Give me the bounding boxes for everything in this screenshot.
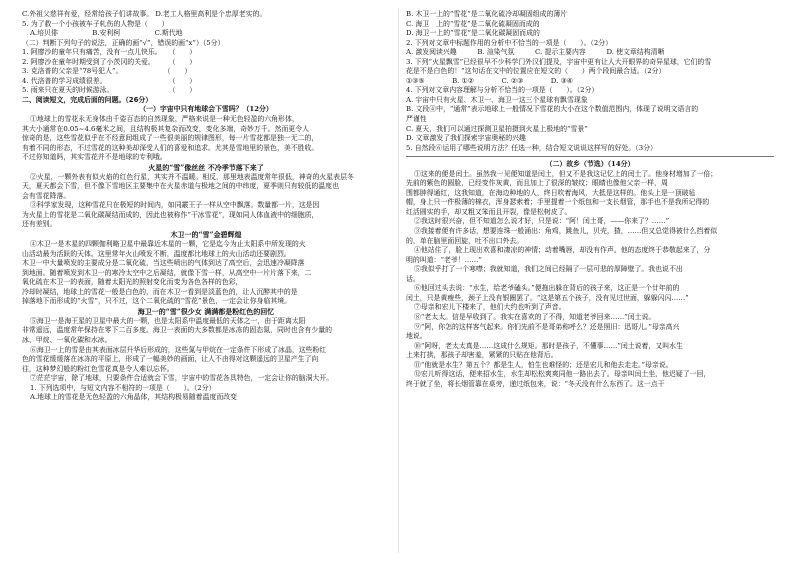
text-line: C. 夏天，我们可以通过探测卫星拍摄到火星上极地的“雪景” [406, 124, 588, 133]
text-line: 到地面。随着喷发到木卫一的寒冷太空中之后凝结，就像下雪一样，从高空中一片片落下来，二 [22, 268, 312, 277]
text-line: C.外祖父慈祥有爱，经常给孩子们讲故事。 D.老工人格里高利是个忠厚老实的。 [22, 10, 267, 18]
text-line: ⑪“他就是水生？第五个？都是生人，怕生也难怪的；还是宏儿和他去走走。”母亲说。 [414, 360, 673, 369]
text-line: 惊奇的是，这些雪花似乎在不经意间组成了一些很美丽的规律图形，每一片雪花都是独一无二的， [22, 134, 319, 143]
text-line: ⑧“老太太。信是早收到了。我实在喜欢的了不得，知道老爷回来……”闰土说。 [414, 312, 656, 321]
text-line: ⑦母亲和宏儿下楼来了，他们大约也听到了声音。 [414, 303, 566, 312]
text-line: 1. 阿廖沙的童年只有痛苦，没有一点儿快乐。 （ ） [22, 48, 197, 57]
text-line: 会有雪花降落。 [22, 191, 71, 200]
text-line: A. 激发阅读兴趣 B. 渲染气氛 C. 提示主要内容 D. 使文章结构清晰 [406, 48, 665, 57]
right-column [406, 10, 774, 389]
text-line: ①这来的便是闰土。虽然我一见便知道是闰土，但又不是我这记忆上的闰土了。他身材增加了一倍； [414, 169, 718, 178]
text-line: 帽，身上只一件极薄的棉衣，浑身瑟索着；手里提着一个纸包和一支长烟管，那手也不是我所记得的 [406, 198, 710, 207]
text-line: ⑤海卫一是海王星的卫星中最大的一颗，也是太阳系中温度最低的天体之一，由于距离太阳 [30, 316, 306, 325]
text-line: 有着不同的形态，不过雪花的这种美却深受人们的喜爱和追求。尤其是雪地里的景色，美不胜收。 [22, 143, 319, 152]
text-line: ⑦茫茫宇宙，除了地球，只要条件合适就会下雪，宇宙中的雪花各具特色，一定会让你的脑洞大开。 [30, 374, 334, 383]
text-line: 2. 下列对文章中标题作用的分析中不恰当的一项是（ ）。（2分） [406, 38, 613, 47]
text-line: 地说。 [406, 332, 427, 341]
text-line: 花是不是白色的！”这句话在文中的位置应在短文的（ ）两个段间最合适。（2分） [406, 67, 666, 76]
text-line: B. 木卫一上的“雪花”是二氧化硫冷却凝固组成的薄片 [406, 10, 568, 18]
text-line: 火星的“雪”像丝丝 不冷季节落下来了 [148, 162, 264, 172]
text-line: 1. 下列选项中，与短文内容不相符的一项是（ ）。（2分） [30, 383, 216, 392]
left-column [22, 10, 390, 403]
text-line: 还有差别。 [22, 220, 57, 229]
text-line: ⑫宏儿听得这话，便来招水生，水生却松松爽爽同他一路出去了。母亲叫闰土坐，他迟疑了一回， [414, 370, 711, 379]
text-line: A.地球上的雪花是无色轻盈的六角晶体，其结构极易随着温度而改变 [30, 393, 237, 402]
text-line: （二）故乡（节选）（14分） [545, 160, 635, 169]
text-line: 往，这种梦幻般的粉红色雪花真是令人难以忘怀。 [22, 364, 174, 373]
text-line: 二、阅读短文，完成后面的问题。（26分） [22, 95, 153, 104]
text-line: 的，单在脑里面回旋，吐不出口外去。 [406, 236, 524, 245]
text-line: 明的叫道：“老爷！……” [406, 255, 482, 264]
text-line: 其大小通常在0.05~4.6毫米之间，且结构极其复杂而改变，变化多端，奇妙万千。然而更令人 [22, 124, 310, 133]
text-line: 2. 阿廖沙在童年时期受到了小茨冈的关爱。 （ ） [22, 57, 197, 66]
text-line: ⑥他回过头去说：“水生，给老爷磕头。”便拖出躲在背后的孩子来，这正是一个廿年前的 [414, 284, 680, 293]
text-line: （一）宇宙中只有地球会下雪吗？（12分） [139, 105, 273, 114]
text-line: 木卫一的“雪”金碧辉煌 [170, 230, 242, 240]
text-line: 木卫一中大量喷发的主要成分是二氧化硫，当这些喷出的气体到达了高空后，会迅速冷凝降落 [22, 259, 305, 268]
text-line: 不过你知道吗，其实雪花并不是地球的专利哦。 [22, 153, 167, 162]
text-line: 5. 为了救一个小孩被车子轧伤的人物是（ ） [22, 19, 169, 28]
text-line: 3. 克洛普的父亲是“78号犯人”。 （ ） [22, 67, 192, 76]
text-line: （二）判断下列句子的说法，正确的画“√”，错误的画“x”）（5分） [22, 38, 225, 47]
text-line: ⑤我似乎打了一个寒噤；我就知道，我们之间已经隔了一层可悲的厚障壁了。我也说不出 [414, 265, 683, 274]
text-line: A.培贝俳 B.安利柯 C.斯代地 [30, 29, 183, 38]
text-line: ③我接着便有许多话，想要连珠一般涌出：角鸡，跳鱼儿，贝壳，猹，……但又总觉得被什么挡着似 [414, 227, 718, 236]
text-line: 终于就了坐，将长烟管靠在桌旁，递过纸包来，说：“冬天没有什么东西了。这一点干 [406, 379, 665, 388]
text-line: 氧化硫在木卫一的表面，随着太阳光的照射变化而变为各色各样的色彩， [22, 278, 243, 287]
text-line: 4. 下列对文章内容理解与分析不恰当的一项是（ ）。（2分） [406, 86, 599, 95]
text-line: ②我这时很兴奋，但不知道怎么说才好，只是说：“阿！闰土哥，——你来了？……” [414, 217, 670, 226]
text-line: D. 文章激发了我们探索宇宙奥秘的兴趣 [406, 134, 526, 143]
text-line: 冷却时凝结，地球上的雪花一般是白色的，而在木卫一看到是淡蓝色的，让人沉醉其中的是 [22, 287, 298, 296]
text-line: A. 宇宙中只有火星、木卫一、海卫一这三个星球有飘雪现象 [406, 95, 588, 104]
text-line: 5. 自然段⑥运用了哪些说明方法？任选一种，结合短文说说这样写的好处。（3分） [406, 143, 657, 152]
text-line: C. 海卫 上的“雪花”是二氧化硫凝固而成的 [406, 19, 540, 28]
text-line: ②火星，一颗外表有似火焰的红色行星，其实并不温暖。相反，那里地表温度常年很低，神奇的火星表层冬 [30, 172, 354, 181]
text-line: 上来打拱，那孩子却害羞，紧紧的只贴在他背后。 [406, 351, 558, 360]
text-line: ①③⑤ B. ①② C. ②③ D. ③④ [406, 76, 573, 85]
text-line: 5. 雨来只在夏天的时候游泳。 （ ） [22, 86, 197, 95]
text-line: 掉落地下而形成的“火雪”，只不过，这个二氧化硫的“雪花”景色，一定会让你身临其境。 [22, 297, 292, 306]
text-line: 闰土，只是黄瘦些，颈子上没有银圈罢了。“这是第五个孩子，没有见过世面，躲躲闪闪……” [406, 293, 689, 302]
text-line: B. 文段④中，“通常”表示地球上一般情况下雪花的大小在这个数值范围内，体现了说明文语言的 [406, 105, 699, 114]
text-line: ④木卫一是木星的四颗伽利略卫星中最靠近木星的一颗，它是迄今为止太阳系中所发现的火 [30, 240, 306, 249]
text-line: ⑥海卫一上的雪是由其表面冰层升华后形成的，这些氮与甲烷在一定条件下形成了冰晶，这些粉红 [30, 345, 327, 354]
text-line: 色的雪花缓缓落在冰冻的平原上，形成了一幅美妙的画面，让人不由得对这颗遥远的卫星产生了向 [22, 355, 319, 364]
text-line: ③科学家发现，这种雪花只在极短的时间内，如同霰王子一样从空中飘落。数量都一片，这是因 [30, 201, 320, 210]
text-line: 4. 代洛普的学习成绩很差。 （ ） [22, 76, 197, 85]
text-line: 海卫一的“雪”很少女 满满都是粉红色的回忆 [137, 306, 275, 316]
text-line: 冰、甲烷、一氧化碳和水冰。 [22, 335, 112, 344]
text-line: ④他站住了，脸上现出欢喜和凄凉的神情；动着嘴唇，却没有作声。他的态度终于恭敬起来了，分 [414, 246, 711, 255]
text-line: 严谨性 [406, 115, 427, 124]
text-line: 红活圆实的手，却又粗又笨而且开裂，像是松树皮了。 [406, 207, 572, 216]
text-line: ⑩“阿呀，老太太真是……这成什么规矩。那时是孩子，不懂事……”闰土说着，又叫水生 [414, 341, 683, 350]
text-line: 非常遥远，温度常年保持在零下二百多度。海卫一表面的大多数都是冰冻的固态氮，同时也含有少量的 [22, 326, 333, 335]
section-divider [406, 156, 774, 157]
text-line: 围都肿得通红，这我知道，在海边种地的人，终日吹着海风，大抵是这样的。他头上是一顶破毡 [406, 188, 696, 197]
text-line: ⑨“阿，你怎的这样客气起来。你们先前不是哥弟称呼么？还是照旧：迅哥儿。”母亲高兴 [414, 322, 680, 331]
text-line: 为火星上的雪花是二氧化碳凝结而成的，因此也被称作“干冰雪花”，现如同人体血液中的细胞质， [22, 210, 319, 219]
column-divider [398, 8, 399, 553]
text-line: 3. 下列“火星飘雪”已经很早不少科学门外汉们提及，宇宙中更有让人大开眼界的奇异星球，它们的雪 [406, 57, 712, 66]
text-line: 先前的紫色的圆脸，已经变作灰黄，而且加上了很深的皱纹；眼睛也像他父亲一样，周 [406, 179, 668, 188]
text-line: 天，夏天都会下雪，但不像下雪地区主要集中在火星赤道与极地之间的中纬度，夏季则只有较低的温度也 [22, 182, 339, 191]
text-line: 山活动最为活跃的天体。这里常年火山喷发不断，温度都比地球上的火山活动还要剧烈。 [22, 249, 291, 258]
text-line: ①地球上的雪花永无身体由千姿百态的自然现象，严格来说是一种无色轻盈的六角形体， [30, 115, 299, 124]
text-line: 话。 [406, 274, 420, 283]
text-line: D. 海卫一上的“雪花”是二氧化碳凝固而成的 [406, 29, 540, 38]
